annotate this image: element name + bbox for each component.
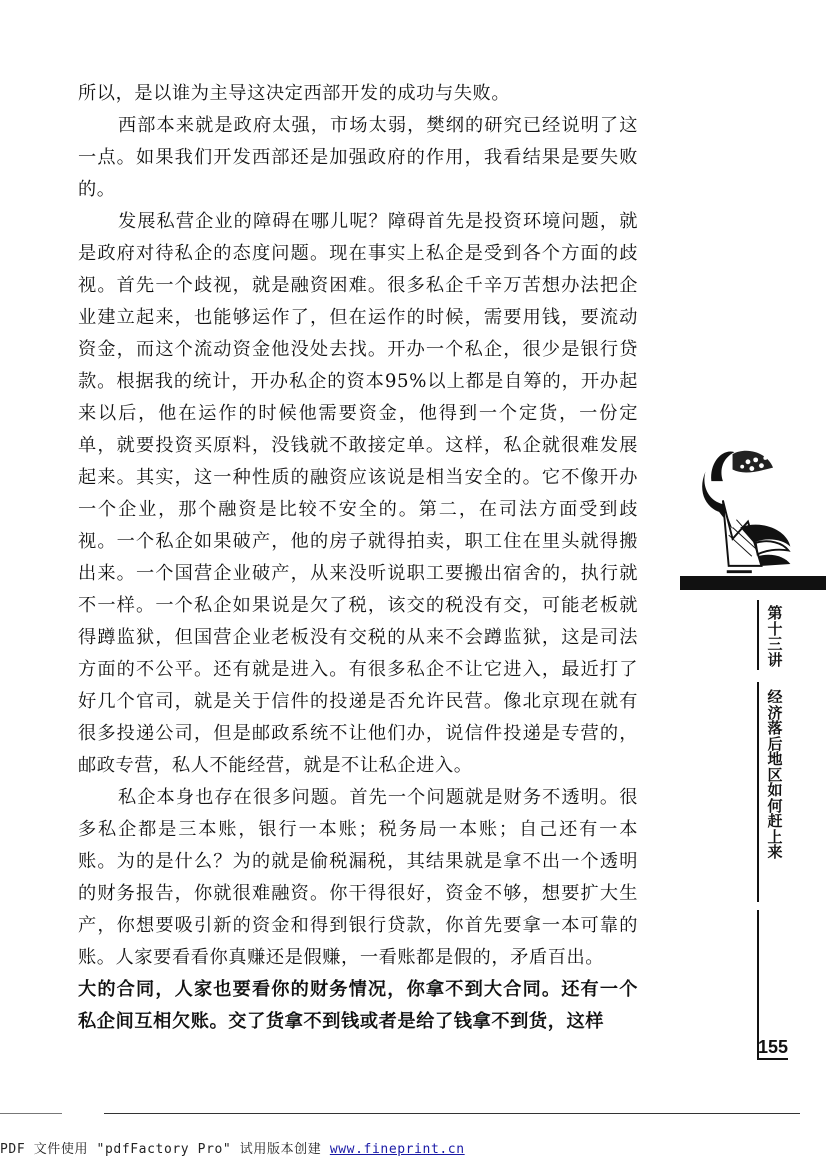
sidebar-divider — [757, 682, 759, 902]
body-text — [78, 78, 638, 1038]
paragraph: 发展私营企业的障碍在哪儿呢？障碍首先是投资环境问题，就是政府对待私企的态度问题。现在事实上私企是受到各个方面的歧视。首先一个歧视，就是融资困难。很多私企千辛万苦想办法把企业建立起来，也能够运作了，但在运作的时候，需要用钱，要流动资金，而这个流动资金他没处去找。开办一个私企，很少是银行贷款。根据我的统计，开办私企的资本95%以上都是自筹的，开办起来以后，他在运作的时候他需要资金，他得到一个定货，一份定单，就要投资买原料，没钱就不敢接定单。这样，私企就很难发展起来。其实，这一种性质的融资应该说是相当安全的。它不像开办一个企业，那个融资是比较不安全的。第二，在司法方面受到歧视。一个私企如果破产，他的房子就得拍卖，职工住在里头就得搬出来。一个国营企业破产，从来没听说职工要搬出宿舍的，执行就不一样。一个私企如果说是欠了税，该交的税没有交，可能老板就得蹲监狱，但国营企业老板没有交税的从来不会蹲监狱，这是司法方面的不公平。还有就是进入。有很多私企不让它进入，最近打了好几个官司，就是关于信件的投递是否允许民营。像北京现在就有很多投递公司，但是邮政系统不让他们办，说信件投递是专营的，邮政专营，私人不能经营，就是不让私企进入。 — [78, 211, 638, 776]
footer-link[interactable]: www.fineprint.cn — [329, 1142, 465, 1157]
paragraph: 所以，是以谁为主导这决定西部开发的成功与失败。 — [78, 83, 511, 104]
footer-text: PDF 文件使用 "pdfFactory Pro" 试用版本创建 — [0, 1142, 330, 1157]
footer-rule — [104, 1113, 800, 1114]
sidebar-topic-title: 经济落后地区如何赶上来 — [767, 688, 783, 861]
paragraph: 西部本来就是政府太强，市场太弱，樊纲的研究已经说明了这一点。如果我们开发西部还是加强政府的作用，我看结果是要失败的。 — [78, 115, 638, 200]
footer-rule — [0, 1113, 62, 1114]
bird-illustration — [694, 440, 800, 580]
sidebar-divider — [757, 600, 759, 670]
paragraph: 私企本身也存在很多问题。首先一个问题就是财务不透明。很多私企都是三本账，银行一本账；税务局一本账；自己还有一本账。为的是什么？为的就是偷税漏税，其结果就是拿不出一个透明的财务报告，你就很难融资。你干得很好，资金不够，想要扩大生产，你想要吸引新的资金和得到银行贷款，你首先要拿一本可靠的账。人家要看看你真赚还是假赚，一看账都是假的，矛盾百出。 — [78, 787, 638, 968]
paragraph: 大的合同，人家也要看你的财务情况，你拿不到大合同。还有一个私企间互相欠账。交了货拿不到钱或者是给了钱拿不到货，这样 — [78, 979, 638, 1032]
section-rule — [680, 576, 826, 590]
pdf-footer — [0, 1138, 465, 1157]
page-number: 155 — [758, 1036, 788, 1060]
sidebar-lecture-title: 第十三讲 — [767, 604, 783, 669]
